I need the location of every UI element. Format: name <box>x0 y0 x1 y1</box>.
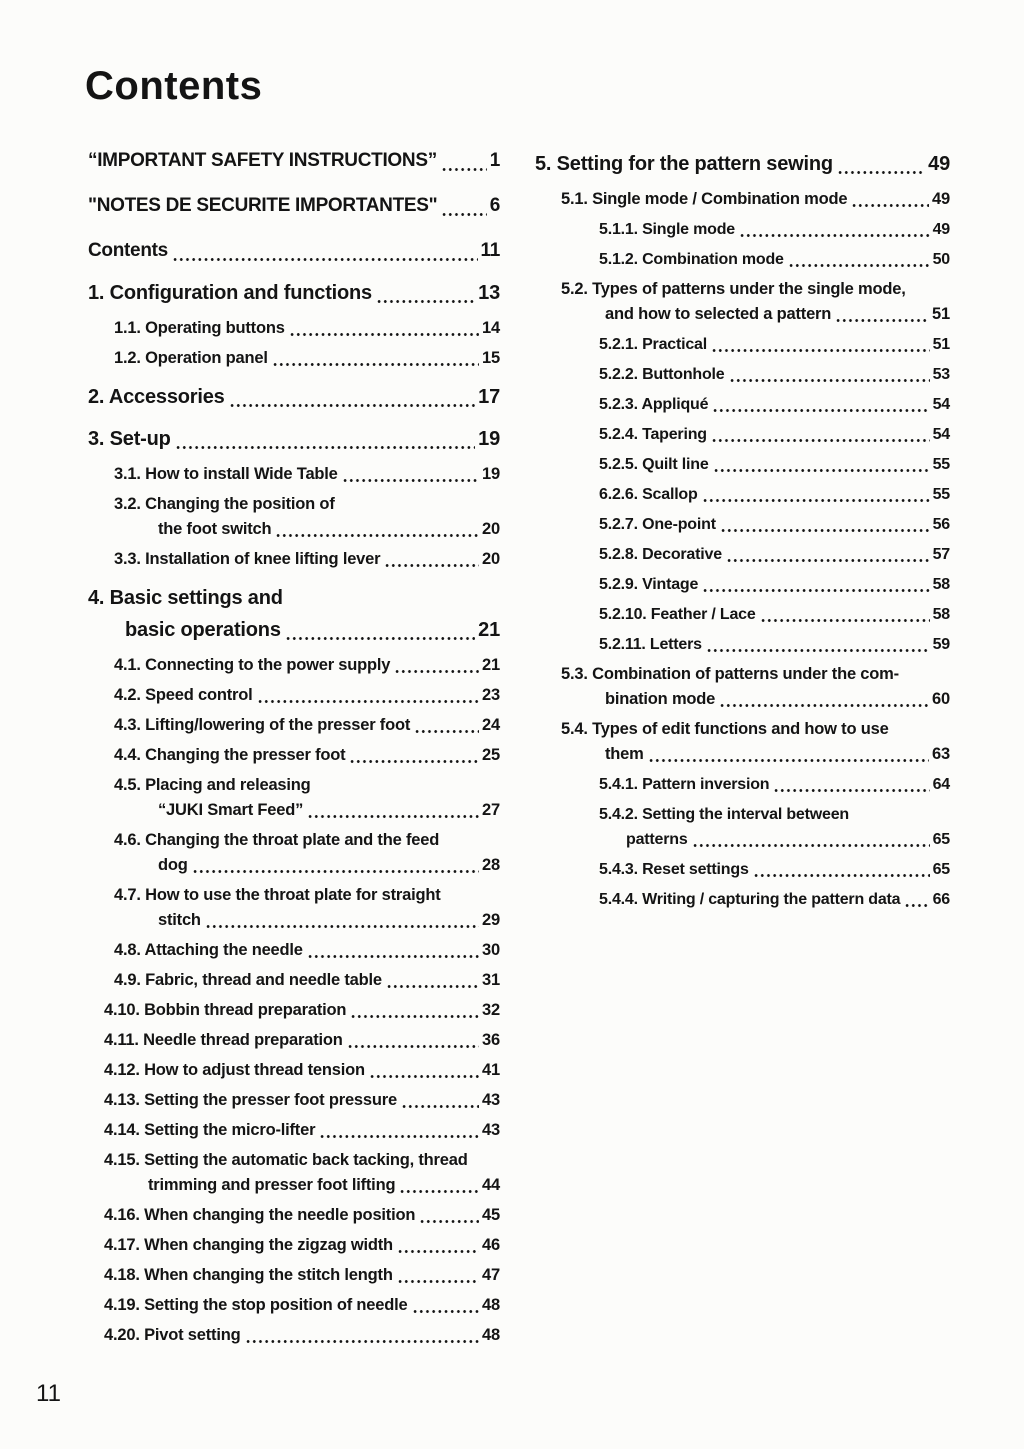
toc-entry-line <box>561 302 950 327</box>
toc-entry <box>535 187 950 212</box>
toc-entry-text: 6.2.6. Scallop <box>599 486 698 503</box>
toc-entry-text: 4.8. Attaching the needle <box>114 941 303 959</box>
leader-dots <box>307 955 479 958</box>
leader-dots <box>414 730 479 733</box>
toc-entry <box>78 998 500 1023</box>
toc-page-number: 58 <box>932 576 950 593</box>
toc-entry-line <box>114 713 500 738</box>
toc-entry <box>88 235 500 267</box>
toc-entry-line <box>88 614 500 646</box>
toc-entry-text: 4.13. Setting the presser foot pressure <box>104 1091 397 1109</box>
toc-entry-text: 3.3. Installation of knee lifting lever <box>114 550 381 568</box>
toc-entry-line <box>114 908 500 933</box>
toc-entry-line <box>114 492 500 517</box>
toc-page-number: 6 <box>489 195 500 216</box>
toc-entry-line <box>104 1263 500 1288</box>
toc-entry <box>535 717 950 767</box>
leader-dots <box>342 479 479 482</box>
toc-entry <box>535 542 950 567</box>
leader-dots <box>851 204 929 207</box>
toc-page-number: 50 <box>932 251 950 268</box>
toc-page-number: 43 <box>482 1121 500 1139</box>
toc-entry <box>535 572 950 597</box>
toc-page-number: 44 <box>482 1176 500 1194</box>
toc-entry-text: 5.2.9. Vintage <box>599 576 699 593</box>
toc-page-number: 63 <box>932 745 950 763</box>
toc-page-number: 48 <box>482 1326 500 1344</box>
toc-entry-line <box>114 547 500 572</box>
toc-entry-text: 4.5. Placing and releasing <box>114 776 311 794</box>
toc-column-right <box>535 132 950 917</box>
toc-page-number: 31 <box>482 971 500 989</box>
toc-entry-line <box>104 1323 500 1348</box>
toc-page-number: 19 <box>478 428 500 450</box>
toc-entry-text: 4.15. Setting the automatic back tacking, thread <box>104 1151 468 1169</box>
leader-dots <box>401 1105 479 1108</box>
toc-page-number: 47 <box>482 1266 500 1284</box>
toc-page-number: 29 <box>482 911 500 929</box>
toc-page-number: 51 <box>932 305 950 323</box>
toc-entry-line <box>104 998 500 1023</box>
toc-page-number: 58 <box>932 606 950 623</box>
toc-entry <box>88 938 500 963</box>
toc-entry-text: 4.2. Speed control <box>114 686 253 704</box>
toc-entry-text: 4.9. Fabric, thread and needle table <box>114 971 382 989</box>
toc-page-number: 54 <box>932 426 950 443</box>
toc-entry-text: 3.1. How to install Wide Table <box>114 465 338 483</box>
toc-page-number: 55 <box>932 486 950 503</box>
toc-entry <box>88 492 500 542</box>
toc-page-number: 20 <box>482 550 500 568</box>
leader-dots <box>205 925 479 928</box>
toc-page-number: 55 <box>932 456 950 473</box>
toc-entry-text: 5.2.11. Letters <box>599 636 702 653</box>
toc-entry-line <box>599 362 950 387</box>
leader-dots <box>648 759 929 762</box>
leader-dots <box>713 469 930 472</box>
toc-entry-line <box>104 1088 500 1113</box>
toc-entry <box>78 1233 500 1258</box>
toc-entry-line <box>599 827 950 852</box>
toc-entry-text: 5.2.4. Tapering <box>599 426 707 443</box>
toc-entry <box>88 145 500 177</box>
toc-entry <box>78 1263 500 1288</box>
toc-entry-line <box>88 582 500 614</box>
toc-column-left <box>88 132 500 1353</box>
toc-entry <box>88 582 500 646</box>
toc-page-number: 43 <box>482 1091 500 1109</box>
toc-entry-line <box>599 217 950 242</box>
toc-entry-text: 4. Basic settings and <box>88 587 283 609</box>
toc-entry <box>88 423 500 455</box>
toc-entry-line <box>599 247 950 272</box>
toc-entry-text: "NOTES DE SECURITE IMPORTANTES" <box>88 195 438 216</box>
toc-entry-line <box>114 462 500 487</box>
toc-entry <box>535 602 950 627</box>
toc-entry-text: the foot switch <box>158 520 272 538</box>
toc-entry <box>88 381 500 413</box>
toc-entry-line <box>88 235 500 267</box>
leader-dots <box>712 409 929 412</box>
toc-entry-line <box>104 1028 500 1053</box>
toc-entry <box>88 547 500 572</box>
toc-entry-line <box>114 346 500 371</box>
toc-entry <box>88 713 500 738</box>
toc-entry-line <box>599 512 950 537</box>
footer-page-number: 11 <box>36 1380 61 1407</box>
toc-entry-text: 4.7. How to use the throat plate for straight <box>114 886 441 904</box>
toc-page-number: 45 <box>482 1206 500 1224</box>
leader-dots <box>702 589 929 592</box>
toc-entry-text: 5.3. Combination of patterns under the com- <box>561 665 899 683</box>
toc-entry-text: 4.11. Needle thread preparation <box>104 1031 343 1049</box>
toc-page-number: 41 <box>482 1061 500 1079</box>
toc-entry-line <box>114 853 500 878</box>
leader-dots <box>275 534 479 537</box>
toc-entry-line <box>88 423 500 455</box>
leader-dots <box>397 1280 479 1283</box>
toc-entry-text: stitch <box>158 911 201 929</box>
toc-page-number: 32 <box>482 1001 500 1019</box>
toc-entry-text: 5.2.5. Quilt line <box>599 456 709 473</box>
toc-entry-text: 4.3. Lifting/lowering of the presser foot <box>114 716 411 734</box>
toc-page-number: 51 <box>932 336 950 353</box>
toc-entry-text: patterns <box>626 831 688 848</box>
toc-entry-text: basic operations <box>125 619 281 641</box>
leader-dots <box>399 1190 479 1193</box>
toc-entry-line <box>599 602 950 627</box>
toc-page-number: 23 <box>482 686 500 704</box>
toc-entry-text: 5.2.10. Feather / Lace <box>599 606 756 623</box>
toc-entry-text: 1. Configuration and functions <box>88 282 372 304</box>
leader-dots <box>397 1250 479 1253</box>
toc-entry-line <box>88 190 500 222</box>
toc-entry-line <box>561 277 950 302</box>
toc-entry-text: 5.2.3. Appliqué <box>599 396 709 413</box>
toc-entry-text: and how to selected a pattern <box>605 305 832 323</box>
toc-entry-text: 2. Accessories <box>88 386 225 408</box>
leader-dots <box>753 874 930 877</box>
leader-dots <box>441 213 486 216</box>
toc-entry-line <box>114 883 500 908</box>
toc-entry <box>535 452 950 477</box>
toc-entry-text: 5.2.8. Decorative <box>599 546 722 563</box>
toc-entry-line <box>114 683 500 708</box>
toc-entry-line <box>114 517 500 542</box>
toc-entry-text: 4.19. Setting the stop position of needle <box>104 1296 408 1314</box>
page-title: Contents <box>85 64 263 108</box>
toc-entry-line <box>104 1233 500 1258</box>
toc-page-number: 30 <box>482 941 500 959</box>
leader-dots <box>229 404 476 407</box>
toc-entry-line <box>561 662 950 687</box>
toc-entry <box>78 1293 500 1318</box>
toc-entry-text: 5.4.3. Reset settings <box>599 861 749 878</box>
toc-entry-text: Contents <box>88 240 168 261</box>
toc-entry-text: 5.4.1. Pattern inversion <box>599 776 770 793</box>
toc-page-number: 48 <box>482 1296 500 1314</box>
toc-entry-line <box>104 1203 500 1228</box>
toc-page-number: 27 <box>482 801 500 819</box>
toc-entry-text: dog <box>158 856 188 874</box>
toc-entry-text: 4.18. When changing the stitch length <box>104 1266 393 1284</box>
leader-dots <box>788 264 930 267</box>
leader-dots <box>349 760 479 763</box>
toc-page-number: 57 <box>932 546 950 563</box>
toc-entry <box>535 277 950 327</box>
toc-entry <box>78 1028 500 1053</box>
toc-entry <box>535 482 950 507</box>
toc-entry <box>535 887 950 912</box>
toc-page-number: 14 <box>482 319 500 337</box>
toc-entry <box>535 632 950 657</box>
leader-dots <box>272 363 479 366</box>
toc-entry-line <box>561 742 950 767</box>
toc-entry <box>88 828 500 878</box>
toc-page-number: 15 <box>482 349 500 367</box>
toc-page-number: 28 <box>482 856 500 874</box>
toc-entry-line <box>114 798 500 823</box>
toc-entry-text: 4.16. When changing the needle position <box>104 1206 416 1224</box>
toc-entry-text: 5.2. Types of patterns under the single mode, <box>561 280 906 298</box>
toc-entry <box>535 217 950 242</box>
toc-entry-text: 5.4. Types of edit functions and how to use <box>561 720 889 738</box>
leader-dots <box>257 700 480 703</box>
toc-entry <box>88 190 500 222</box>
toc-page-number: 54 <box>932 396 950 413</box>
leader-dots <box>760 619 930 622</box>
leader-dots <box>350 1015 479 1018</box>
toc-entry-line <box>114 968 500 993</box>
toc-entry-line <box>599 392 950 417</box>
toc-entry-text: 5.2.1. Practical <box>599 336 707 353</box>
toc-entry-line <box>114 938 500 963</box>
toc-page-number: 1 <box>489 150 500 171</box>
toc-page-number: 13 <box>478 282 500 304</box>
toc-entry <box>88 968 500 993</box>
toc-entry-line <box>104 1293 500 1318</box>
toc-entry-line <box>599 772 950 797</box>
leader-dots <box>729 379 930 382</box>
toc-page-number: 21 <box>482 656 500 674</box>
toc-page-number: 49 <box>932 221 950 238</box>
toc-entry-text: 4.14. Setting the micro-lifter <box>104 1121 316 1139</box>
toc-page-number: 65 <box>932 861 950 878</box>
leader-dots <box>386 985 479 988</box>
toc-entry-line <box>561 717 950 742</box>
toc-entry-line <box>599 632 950 657</box>
toc-entry <box>88 277 500 309</box>
toc-entry-line <box>561 187 950 212</box>
leader-dots <box>726 559 930 562</box>
toc-entry-line <box>599 482 950 507</box>
toc-entry <box>535 422 950 447</box>
toc-entry-text: trimming and presser foot lifting <box>148 1176 396 1194</box>
leader-dots <box>347 1045 479 1048</box>
toc-entry-text: 5.2.7. One-point <box>599 516 716 533</box>
toc-entry-text: 5.1.2. Combination mode <box>599 251 784 268</box>
toc-entry <box>535 362 950 387</box>
toc-page-number: 25 <box>482 746 500 764</box>
toc-entry <box>88 346 500 371</box>
toc-entry-line <box>88 381 500 413</box>
toc-entry-line <box>561 687 950 712</box>
leader-dots <box>719 704 929 707</box>
toc-entry-text: 5.1.1. Single mode <box>599 221 736 238</box>
toc-entry-line <box>599 857 950 882</box>
leader-dots <box>394 670 479 673</box>
toc-entry-text: 4.1. Connecting to the power supply <box>114 656 391 674</box>
toc-entry-line <box>88 277 500 309</box>
toc-page-number: 60 <box>932 690 950 708</box>
leader-dots <box>412 1310 480 1313</box>
toc-page-number: 59 <box>932 636 950 653</box>
toc-entry-line <box>114 316 500 341</box>
leader-dots <box>773 789 929 792</box>
toc-entry <box>535 772 950 797</box>
leader-dots <box>702 499 930 502</box>
toc-entry-text: 3.2. Changing the position of <box>114 495 335 513</box>
toc-page-number: 56 <box>932 516 950 533</box>
toc-entry <box>88 653 500 678</box>
toc-entry-text: 5.1. Single mode / Combination mode <box>561 190 848 208</box>
toc-entry <box>78 1203 500 1228</box>
toc-entry-line <box>104 1173 500 1198</box>
leader-dots <box>175 446 475 449</box>
toc-entry-text: them <box>605 745 644 763</box>
toc-entry-line <box>599 542 950 567</box>
toc-entry-text: bination mode <box>605 690 716 708</box>
toc-entry-line <box>114 653 500 678</box>
toc-entry <box>535 392 950 417</box>
toc-entry <box>78 1323 500 1348</box>
toc-entry-line <box>114 773 500 798</box>
toc-entry-line <box>104 1058 500 1083</box>
leader-dots <box>711 439 930 442</box>
leader-dots <box>172 258 478 261</box>
toc-entry <box>535 247 950 272</box>
toc-page-number: 19 <box>482 465 500 483</box>
toc-page-number: 20 <box>482 520 500 538</box>
toc-entry-line <box>114 743 500 768</box>
toc-page-number: 66 <box>932 891 950 908</box>
leader-dots <box>307 815 479 818</box>
leader-dots <box>711 349 930 352</box>
toc-entry-text: 3. Set-up <box>88 428 171 450</box>
leader-dots <box>419 1220 479 1223</box>
toc-entry <box>535 512 950 537</box>
toc-entry-text: 1.1. Operating buttons <box>114 319 285 337</box>
toc-entry <box>535 332 950 357</box>
leader-dots <box>835 319 929 322</box>
toc-entry-text: 4.12. How to adjust thread tension <box>104 1061 365 1079</box>
toc-page-number: 53 <box>932 366 950 383</box>
leader-dots <box>739 234 930 237</box>
leader-dots <box>192 870 479 873</box>
leader-dots <box>384 564 479 567</box>
leader-dots <box>692 844 930 847</box>
toc-entry-line <box>599 887 950 912</box>
toc-entry-text: 4.20. Pivot setting <box>104 1326 241 1344</box>
toc-entry <box>88 773 500 823</box>
leader-dots <box>441 168 487 171</box>
leader-dots <box>837 171 925 174</box>
toc-entry-text: “JUKI Smart Feed” <box>158 801 304 819</box>
toc-entry-text: 5.4.2. Setting the interval between <box>599 806 849 823</box>
toc-page-number: 17 <box>478 386 500 408</box>
toc-page-number: 36 <box>482 1031 500 1049</box>
toc-entry <box>88 316 500 341</box>
toc-entry-line <box>104 1148 500 1173</box>
toc-entry <box>78 1118 500 1143</box>
toc-page-number: 64 <box>932 776 950 793</box>
toc-entry-text: 4.6. Changing the throat plate and the feed <box>114 831 440 849</box>
toc-entry-text: 1.2. Operation panel <box>114 349 268 367</box>
toc-entry <box>535 802 950 852</box>
toc-page-number: 49 <box>932 190 950 208</box>
leader-dots <box>319 1135 479 1138</box>
toc-entry <box>88 683 500 708</box>
toc-entry-line <box>599 332 950 357</box>
toc-entry <box>535 857 950 882</box>
toc-entry <box>535 662 950 712</box>
toc-entry-text: 5. Setting for the pattern sewing <box>535 153 833 175</box>
toc-page-number: 46 <box>482 1236 500 1254</box>
toc-entry-line <box>599 452 950 477</box>
toc-entry-text: 4.10. Bobbin thread preparation <box>104 1001 347 1019</box>
toc-entry <box>88 743 500 768</box>
leader-dots <box>285 637 475 640</box>
toc-entry <box>88 883 500 933</box>
toc-page-number: 65 <box>932 831 950 848</box>
toc-entry <box>78 1148 500 1198</box>
toc-entry-text: “IMPORTANT SAFETY INSTRUCTIONS” <box>88 150 437 171</box>
toc-entry-line <box>599 802 950 827</box>
toc-entry-text: 4.17. When changing the zigzag width <box>104 1236 393 1254</box>
toc-entry-line <box>599 422 950 447</box>
toc-entry-line <box>88 145 500 177</box>
leader-dots <box>289 333 479 336</box>
toc-page-number: 49 <box>928 153 950 175</box>
toc-page-number: 11 <box>480 240 500 261</box>
leader-dots <box>369 1075 479 1078</box>
toc-entry <box>88 462 500 487</box>
toc-entry-line <box>114 828 500 853</box>
leader-dots <box>720 529 930 532</box>
leader-dots <box>706 649 930 652</box>
leader-dots <box>904 904 929 907</box>
toc-entry <box>78 1088 500 1113</box>
toc-entry-line <box>599 572 950 597</box>
toc-entry <box>78 1058 500 1083</box>
toc-page-number: 24 <box>482 716 500 734</box>
leader-dots <box>245 1340 480 1343</box>
toc-entry-text: 4.4. Changing the presser foot <box>114 746 346 764</box>
leader-dots <box>376 300 475 303</box>
toc-entry-line <box>104 1118 500 1143</box>
toc-entry-text: 5.4.4. Writing / capturing the pattern data <box>599 891 901 908</box>
toc-entry <box>535 148 950 180</box>
toc-entry-line <box>535 148 950 180</box>
toc-page-number: 21 <box>478 619 500 641</box>
toc-entry-text: 5.2.2. Buttonhole <box>599 366 725 383</box>
